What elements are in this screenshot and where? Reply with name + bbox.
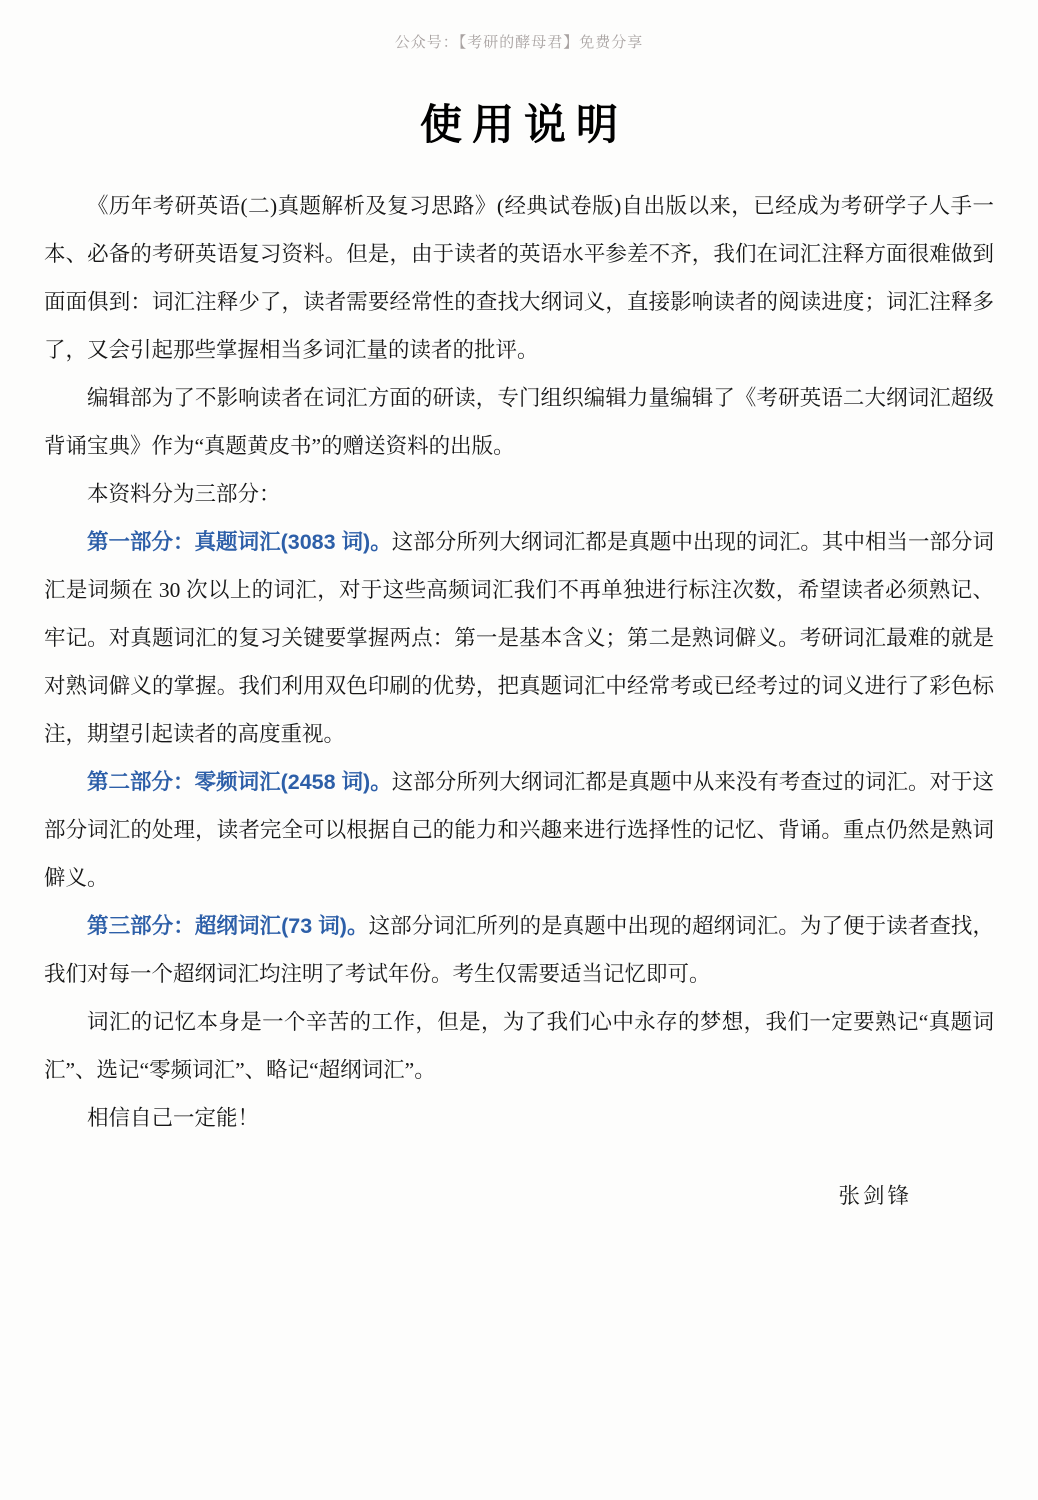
paragraph-intro-1: 《历年考研英语(二)真题解析及复习思路》(经典试卷版)自出版以来，已经成为考研学子人手一本、必备的考研英语复习资料。但是，由于读者的英语水平参差不齐，我们在词汇注释方面很难做到面面俱到：词汇注释少了，读者需要经常性的查找大纲词义，直接影响读者的阅读进度；词汇注释多了，又会引起那些掌握相当多词汇量的读者的批评。 [44,194,994,362]
paragraph-closing-1: 词汇的记忆本身是一个辛苦的工作，但是，为了我们心中永存的梦想，我们一定要熟记“真题词汇”、选记“零频词汇”、略记“超纲词汇”。 [44,1010,994,1082]
section-part1 [44,518,994,758]
section-part3-lead: 第三部分：超纲词汇(73 词)。 [87,914,369,938]
author-signature: 张剑锋 [838,1184,912,1208]
paragraph-closing-2: 相信自己一定能！ [87,1106,260,1130]
paragraph-intro-2: 编辑部为了不影响读者在词汇方面的研读，专门组织编辑力量编辑了《考研英语二大纲词汇超级背诵宝典》作为“真题黄皮书”的赠送资料的出版。 [44,386,994,458]
document-body [44,182,994,1220]
watermark-text: 公众号：【考研的酵母君】免费分享 [394,34,644,51]
section-part3-body: 这部分词汇所列的是真题中出现的超纲词汇。为了便于读者查找，我们对每一个超纲词汇均注明了考试年份。考生仅需要适当记忆即可。 [44,914,994,986]
section-part1-lead: 第一部分：真题词汇(3083 词)。 [87,530,392,554]
section-part1-body: 这部分所列大纲词汇都是真题中出现的词汇。其中相当一部分词汇是词频在 30 次以上的词汇，对于这些高频词汇我们不再单独进行标注次数，希望读者必须熟记、牢记。对真题词汇的复习关键要掌握两点：第一是基本含义；第二是熟词僻义。考研词汇最难的就是对熟词僻义的掌握。我们利用双色印刷的优势，把真题词汇中经常考或已经考过的词义进行了彩色标注，期望引起读者的高度重视。 [44,530,994,746]
section-part3 [44,902,994,998]
section-part2 [44,758,994,902]
page-title: 使用说明 [419,101,628,148]
section-part2-lead: 第二部分：零频词汇(2458 词)。 [87,770,392,794]
sections-intro: 本资料分为三部分： [87,482,281,506]
section-part2-body: 这部分所列大纲词汇都是真题中从来没有考查过的词汇。对于这部分词汇的处理，读者完全可以根据自己的能力和兴趣来进行选择性的记忆、背诵。重点仍然是熟词僻义。 [44,770,994,890]
